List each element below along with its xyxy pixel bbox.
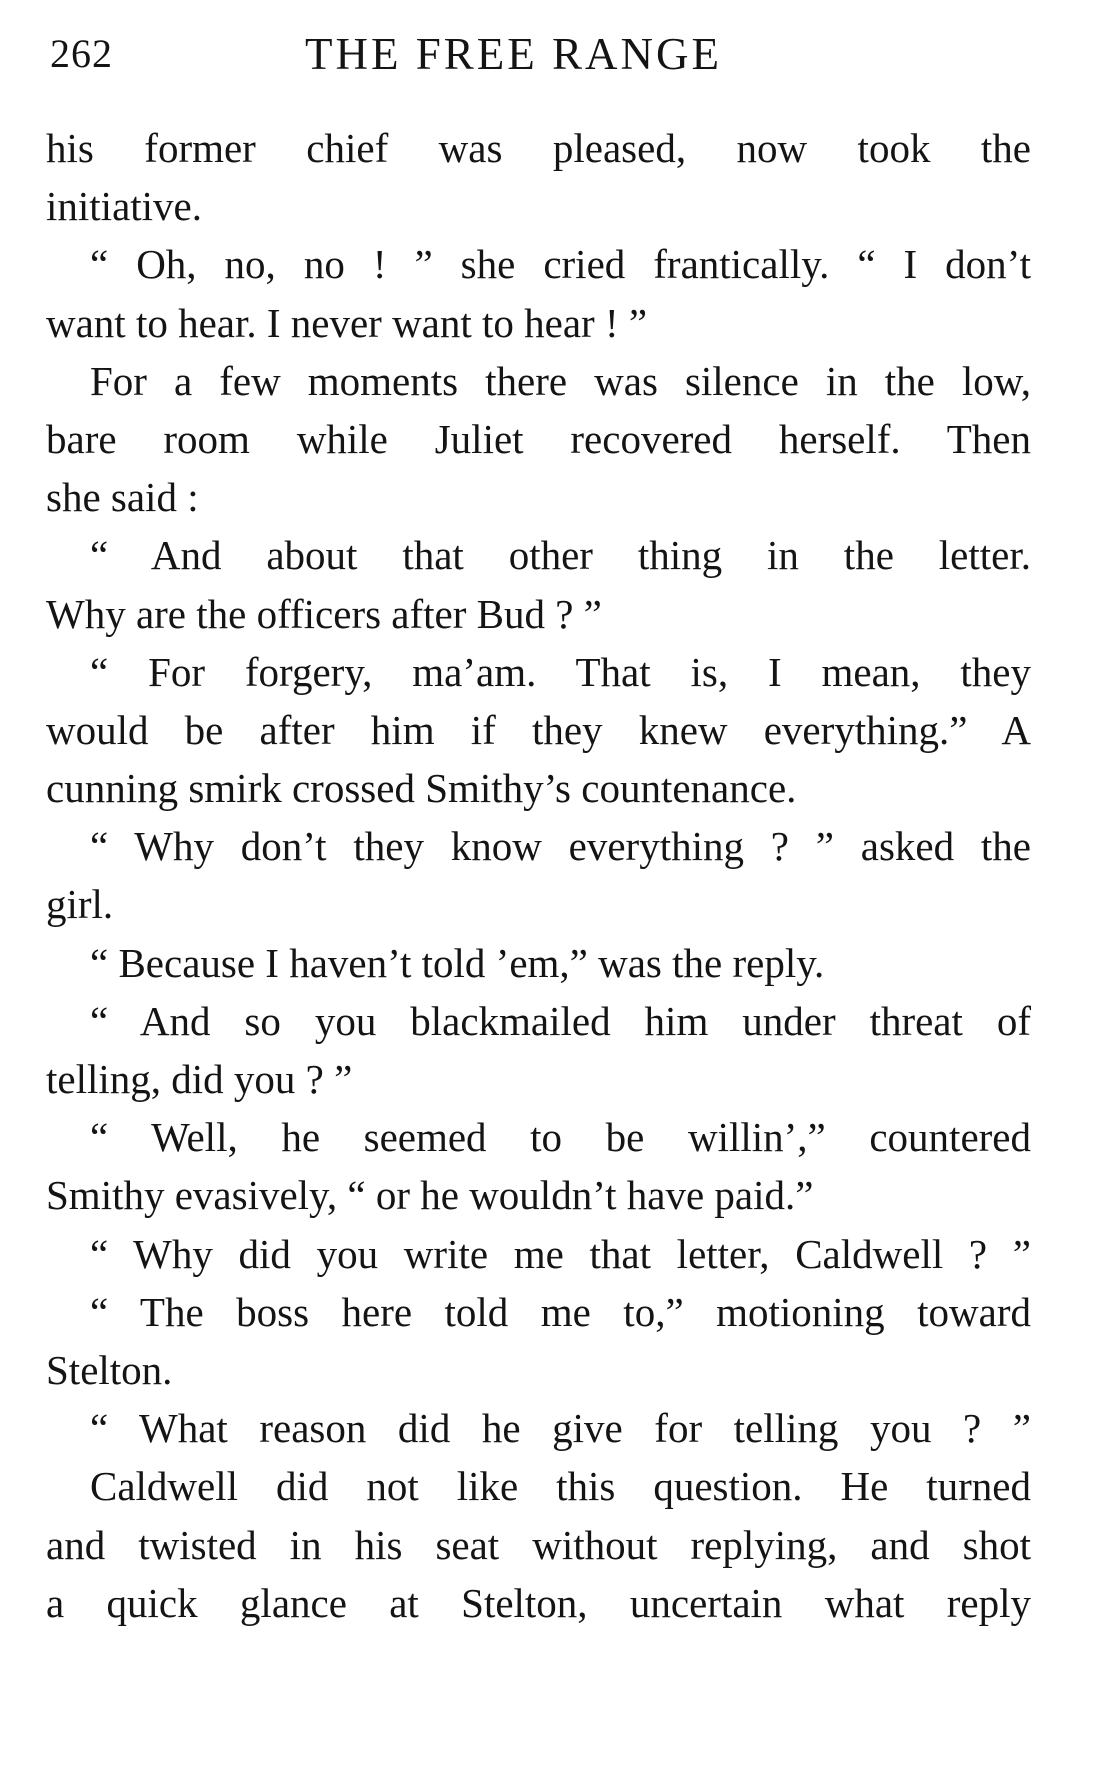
text-line: girl. xyxy=(46,881,114,928)
text-line: “ Why don’t they know everything ? ” asked the xyxy=(90,823,1031,870)
text-line: would be after him if they knew everything.” A xyxy=(46,706,1031,753)
text-line: “ Oh, no, no ! ” she cried frantically. “ I don’t xyxy=(90,241,1031,288)
text-line: Caldwell did not like this question. He turned xyxy=(90,1463,1031,1510)
text-line: cunning smirk crossed Smithy’s countenance. xyxy=(46,765,797,812)
text-line: “ Because I haven’t told ’em,” was the reply. xyxy=(90,939,825,986)
page-number: 262 xyxy=(50,31,113,76)
text-line: initiative. xyxy=(46,183,202,230)
text-line: bare room while Juliet recovered herself. Then xyxy=(46,415,1031,462)
running-head-title: THE FREE RANGE xyxy=(305,29,722,79)
text-line: “ Well, he seemed to be willin’,” countered xyxy=(90,1114,1031,1161)
text-line: For a few moments there was silence in the low, xyxy=(90,357,1031,404)
text-line: a quick glance at Stelton, uncertain what reply xyxy=(46,1579,1031,1626)
text-line: she said : xyxy=(46,474,199,521)
text-line: “ For forgery, ma’am. That is, I mean, they xyxy=(90,648,1031,695)
text-line: telling, did you ? ” xyxy=(46,1056,353,1102)
text-line: and twisted in his seat without replying, and shot xyxy=(46,1521,1031,1568)
text-line: “ And about that other thing in the letter. xyxy=(90,532,1031,579)
text-line: Why are the officers after Bud ? ” xyxy=(46,590,602,637)
text-line: Smithy evasively, “ or he wouldn’t have paid.” xyxy=(46,1172,814,1219)
text-line: want to hear. I never want to hear ! ” xyxy=(46,299,648,346)
page-header xyxy=(50,22,1040,92)
text-line: his former chief was pleased, now took the xyxy=(46,125,1031,171)
text-line: “ Why did you write me that letter, Caldwell ? ” xyxy=(90,1230,1031,1277)
body-text xyxy=(46,119,1031,1632)
text-line: “ And so you blackmailed him under threat of xyxy=(90,997,1031,1044)
text-line: “ What reason did he give for telling you ? ” xyxy=(90,1405,1031,1452)
text-line: “ The boss here told me to,” motioning toward xyxy=(90,1288,1031,1335)
text-line: Stelton. xyxy=(46,1346,173,1393)
